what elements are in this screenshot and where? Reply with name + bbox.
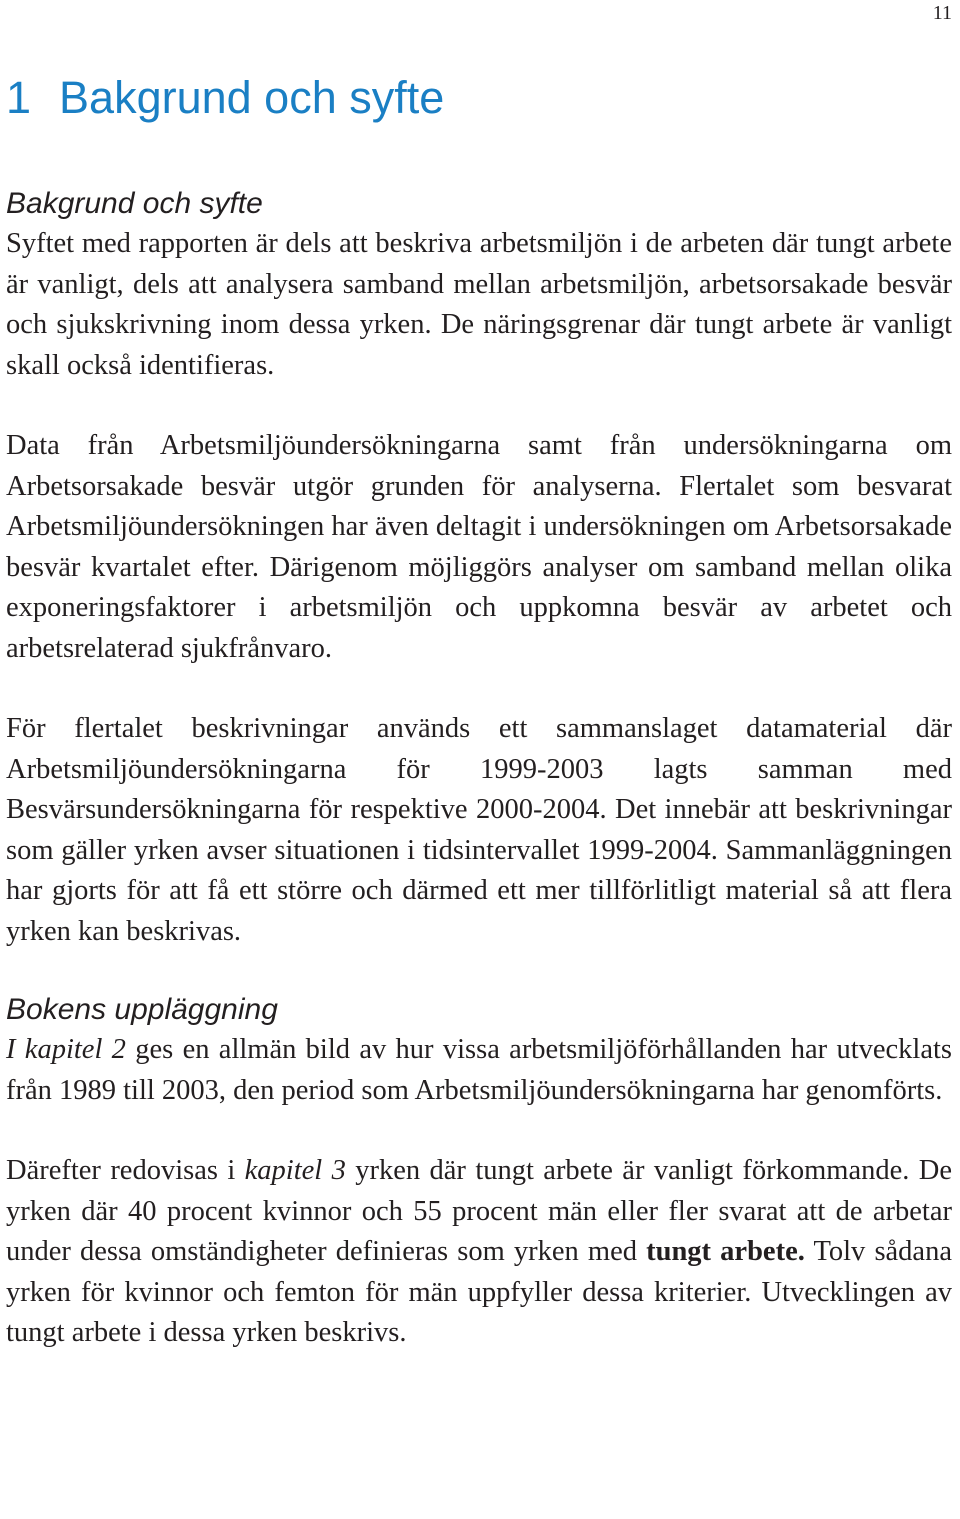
paragraph-merged-data: För flertalet beskrivningar används ett sammanslaget datamaterial där Arbetsmiljöundersökningarna för 1999-2003 lagts samman med Besvärsundersökningarna för respektive 2000-2004. Det innebär att beskrivningar som gäller yrken avser situationen i tidsintervallet 1999-2004. Sammanläggningen har gjorts för att få ett större och därmed ett mer tillförlitligt material så att flera yrken kan beskrivas. [6, 713, 952, 947]
page-content [6, 0, 952, 1354]
chapter-3-text-middle: yrken där tungt arbete är vanligt förkommande. De yrken där 40 procent kvinnor och 55 procent män eller fler svarat att de arbetar under dessa omständigheter definieras som yrken med [6, 1155, 952, 1267]
paragraph-purpose: Syftet med rapporten är dels att beskriva arbetsmiljön i de arbeten där tungt arbete är vanligt, dels att analysera samband mellan arbetsmiljön, arbetsorsakade besvär och sjukskrivning inom dessa yrken. De näringsgrenar där tungt arbete är vanligt skall också identifieras. [6, 228, 952, 381]
paragraph-chapter-2 [6, 1030, 952, 1111]
chapter-3-text-after: Tolv sådana yrken för kvinnor och femton för män uppfyller dessa kriterier. Utvecklingen av tungt arbete i dessa yrken beskrivs. [6, 1236, 952, 1348]
section-heading-book-layout: Bokens uppläggning [6, 993, 278, 1026]
chapter-3-text-before: Därefter redovisas i [6, 1155, 245, 1186]
chapter-2-text: ges en allmän bild av hur vissa arbetsmiljöförhållanden har utvecklats från 1989 till 2003, den period som Arbetsmiljöundersökningarna har genomförts. [6, 1034, 952, 1106]
chapter-2-reference: I kapitel 2 [6, 1034, 126, 1065]
section-heading-background: Bakgrund och syfte [6, 187, 263, 220]
chapter-3-reference: kapitel 3 [244, 1155, 346, 1186]
chapter-title [6, 70, 952, 126]
paragraph-chapter-3 [6, 1151, 952, 1354]
chapter-number: 1 [6, 72, 32, 123]
chapter-title-text: Bakgrund och syfte [59, 72, 445, 123]
paragraph-data-sources: Data från Arbetsmiljöundersökningarna samt från undersökningarna om Arbetsorsakade besvär utgör grunden för analyserna. Flertalet som besvarat Arbetsmiljöundersökningen har även deltagit i undersökningen om Arbetsorsakade besvär kvartalet efter. Därigenom möjliggörs analyser om samband mellan olika exponeringsfaktorer i arbetsmiljön och uppkomna besvär av arbetet och arbetsrelaterad sjukfrånvaro. [6, 430, 952, 664]
page-number: 11 [932, 2, 952, 24]
heavy-work-term: tungt arbete. [646, 1236, 805, 1267]
